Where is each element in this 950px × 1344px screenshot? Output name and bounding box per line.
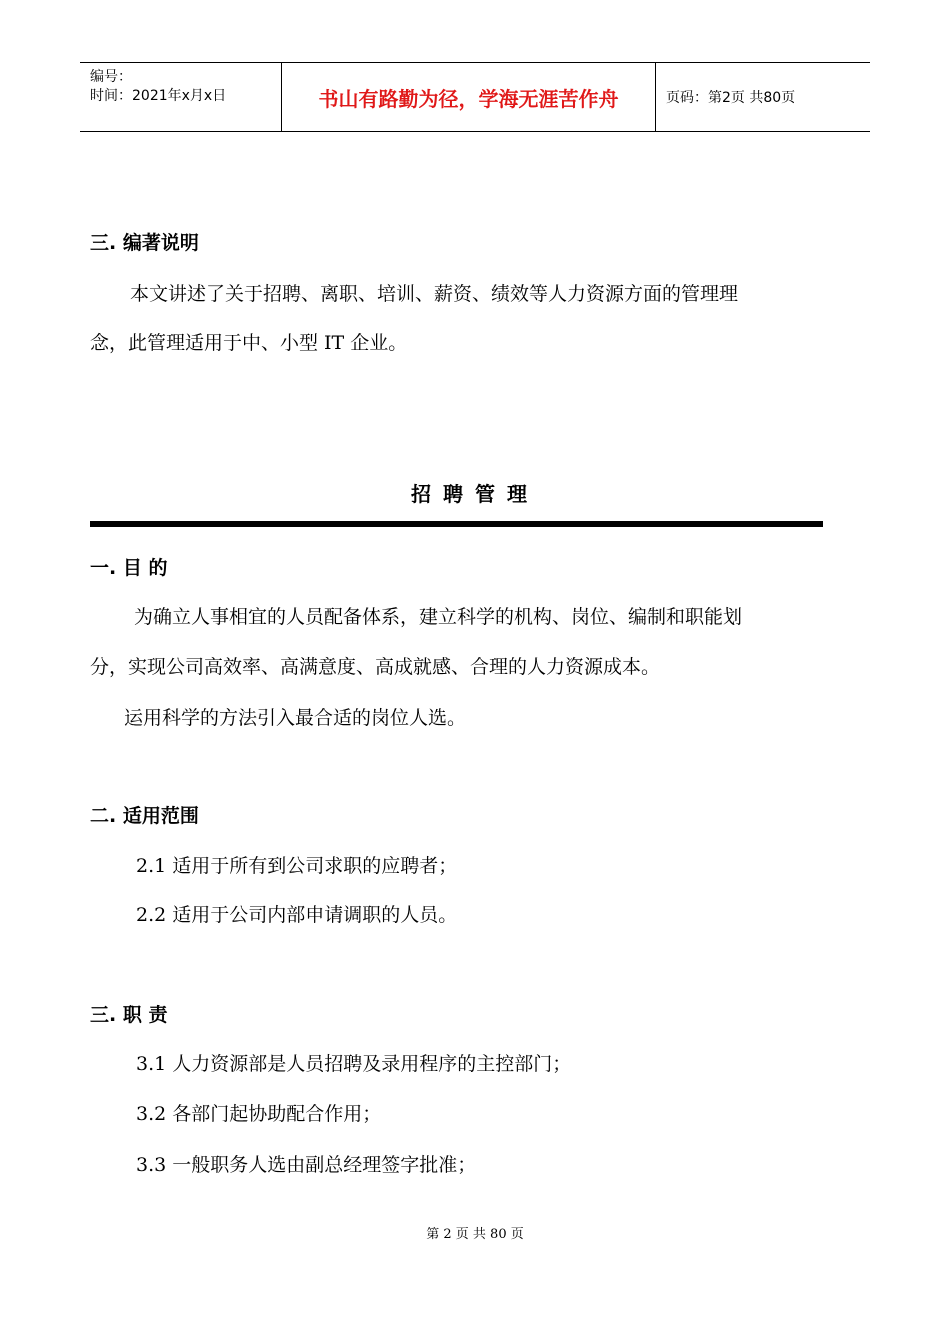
header-page-info: 页码：第2页 共80页 bbox=[666, 90, 796, 106]
section1-para2: 运用科学的方法引入最合适的岗位人选。 bbox=[124, 707, 467, 729]
page-header bbox=[80, 62, 870, 132]
section2-heading: 二. 适用范围 bbox=[90, 805, 199, 827]
intro-paragraph-line2: 念，此管理适用于中、小型 IT 企业。 bbox=[90, 332, 408, 354]
section1-para1-line2: 分，实现公司高效率、高满意度、高成就感、合理的人力资源成本。 bbox=[90, 656, 661, 678]
intro-heading: 三. 编著说明 bbox=[90, 232, 199, 254]
intro-paragraph-line1: 本文讲述了关于招聘、离职、培训、薪资、绩效等人力资源方面的管理理 bbox=[130, 283, 739, 305]
section2-item: 2.1 适用于所有到公司求职的应聘者； bbox=[136, 855, 458, 877]
number-label: 编号： bbox=[90, 69, 132, 85]
header-meta-cell bbox=[80, 63, 282, 131]
header-motto: 书山有路勤为径，学海无涯苦作舟 bbox=[282, 63, 656, 131]
title-rule bbox=[90, 521, 823, 527]
section3-item: 3.1 人力资源部是人员招聘及录用程序的主控部门； bbox=[136, 1053, 572, 1075]
section3-item: 3.3 一般职务人选由副总经理签字批准； bbox=[136, 1154, 477, 1176]
section1-heading: 一. 目 的 bbox=[90, 557, 168, 579]
page-footer: 第 2 页 共 80 页 bbox=[426, 1227, 524, 1242]
section3-item: 3.2 各部门起协助配合作用； bbox=[136, 1103, 382, 1125]
time-label: 时间：2021年x月x日 bbox=[90, 88, 227, 104]
section1-para1-line1: 为确立人事相宜的人员配备体系，建立科学的机构、岗位、编制和职能划 bbox=[134, 606, 743, 628]
chapter-title: 招聘管理 bbox=[411, 482, 539, 506]
section3-heading: 三. 职 责 bbox=[90, 1004, 168, 1026]
section2-item: 2.2 适用于公司内部申请调职的人员。 bbox=[136, 904, 458, 926]
